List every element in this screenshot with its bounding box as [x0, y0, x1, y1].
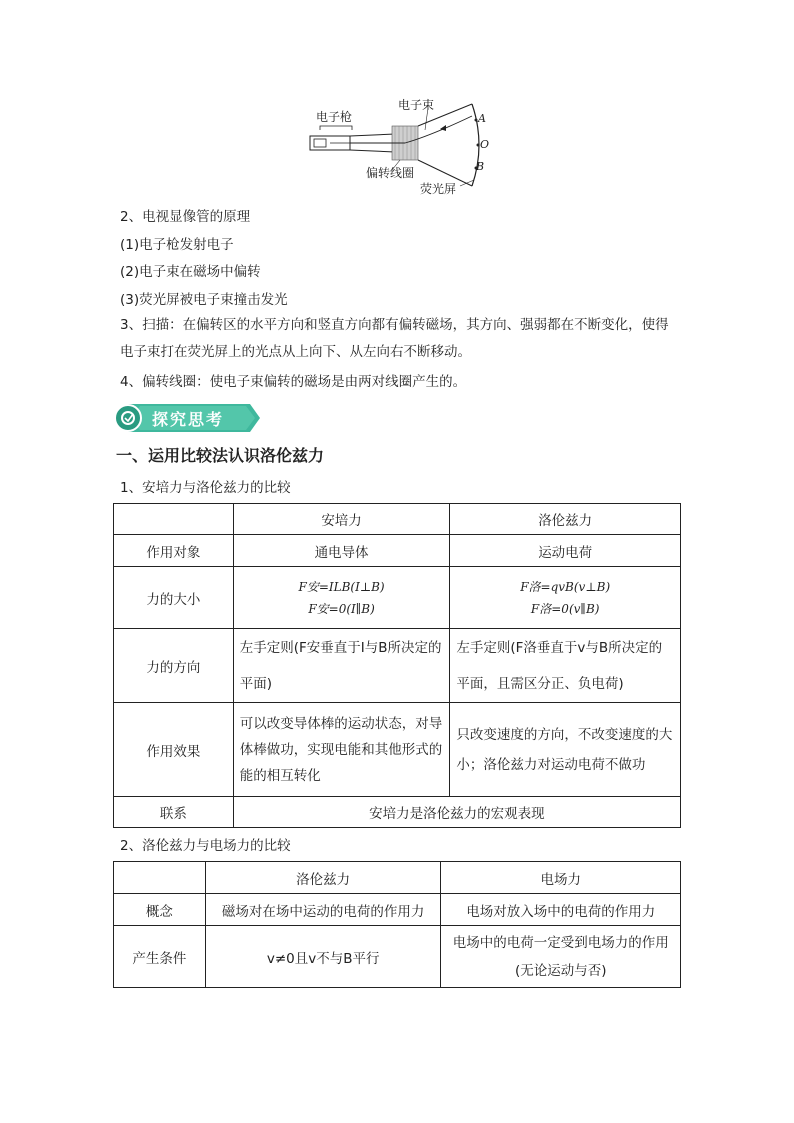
text-paragraph: 3、扫描：在偏转区的水平方向和竖直方向都有偏转磁场，其方向、强弱都在不断变化，使得电子束打在荧光屏上的光点从上向下、从左向右不断移动。 [120, 317, 669, 360]
table-cell [233, 567, 450, 629]
row-label: 力的方向 [114, 629, 234, 703]
table-cell: 磁场对在场中运动的电荷的作用力 [205, 894, 441, 926]
label-point-b: B [476, 160, 485, 173]
label-electron-gun: 电子枪 [316, 110, 353, 124]
comparison-table-1 [113, 503, 681, 828]
label-point-a: A [478, 112, 486, 125]
text-line: (3)荧光屏被电子束撞击发光 [120, 292, 288, 308]
table-header: 洛伦兹力 [450, 504, 681, 535]
row-label: 产生条件 [114, 926, 206, 988]
table-header: 洛伦兹力 [205, 862, 441, 894]
row-label: 作用效果 [114, 703, 234, 797]
table-cell: 电场对放入场中的电荷的作用力 [441, 894, 681, 926]
text-line: (2)电子束在磁场中偏转 [120, 264, 261, 280]
label-electron-beam: 电子束 [398, 98, 435, 112]
banner-title: 探究思考 [152, 410, 225, 429]
formula: F洛=0(v∥B) [530, 601, 600, 616]
table-cell: 安培力是洛伦兹力的宏观表现 [233, 797, 680, 828]
comparison-table-2 [113, 861, 681, 988]
table-cell: 只改变速度的方向，不改变速度的大小；洛伦兹力对运动电荷不做功 [450, 703, 681, 797]
table-cell: 通电导体 [233, 535, 450, 567]
row-label: 力的大小 [114, 567, 234, 629]
table-cell [441, 926, 681, 988]
row-label: 联系 [114, 797, 234, 828]
label-deflection-coil: 偏转线圈 [366, 166, 415, 180]
section-heading: 一、运用比较法认识洛伦兹力 [116, 446, 325, 465]
subheading-1: 1、安培力与洛伦兹力的比较 [120, 480, 291, 496]
formula: F安=ILB(I⊥B) [298, 579, 385, 594]
row-label: 作用对象 [114, 535, 234, 567]
text-line: 2、电视显像管的原理 [120, 209, 251, 225]
label-fluorescent-screen: 荧光屏 [420, 182, 457, 196]
table-header: 安培力 [233, 504, 450, 535]
table-cell: 运动电荷 [450, 535, 681, 567]
label-point-o: O [480, 138, 490, 151]
table-cell [114, 862, 206, 894]
text-line: (1)电子枪发射电子 [120, 237, 234, 253]
formula: F洛=qvB(v⊥B) [520, 579, 611, 594]
formula: F安=0(I∥B) [308, 601, 375, 616]
row-label: 概念 [114, 894, 206, 926]
table-cell [450, 567, 681, 629]
text-line: 4、偏转线圈：使电子束偏转的磁场是由两对线圈产生的。 [120, 374, 467, 390]
table-cell: v≠0且v不与B平行 [205, 926, 441, 988]
table-header: 电场力 [441, 862, 681, 894]
table-cell: 左手定则(F安垂直于I与B所决定的平面) [233, 629, 450, 703]
section-banner [112, 402, 262, 434]
subheading-2: 2、洛伦兹力与电场力的比较 [120, 838, 291, 854]
table-cell: 可以改变导体棒的运动状态，对导体棒做功，实现电能和其他形式的能的相互转化 [233, 703, 450, 797]
cell-line: 电场中的电荷一定受到电场力的作用 [452, 934, 669, 951]
table-cell [114, 504, 234, 535]
table-cell: 左手定则(F洛垂直于v与B所决定的平面，且需区分正、负电荷) [450, 629, 681, 703]
cell-line: (无论运动与否) [514, 962, 607, 979]
